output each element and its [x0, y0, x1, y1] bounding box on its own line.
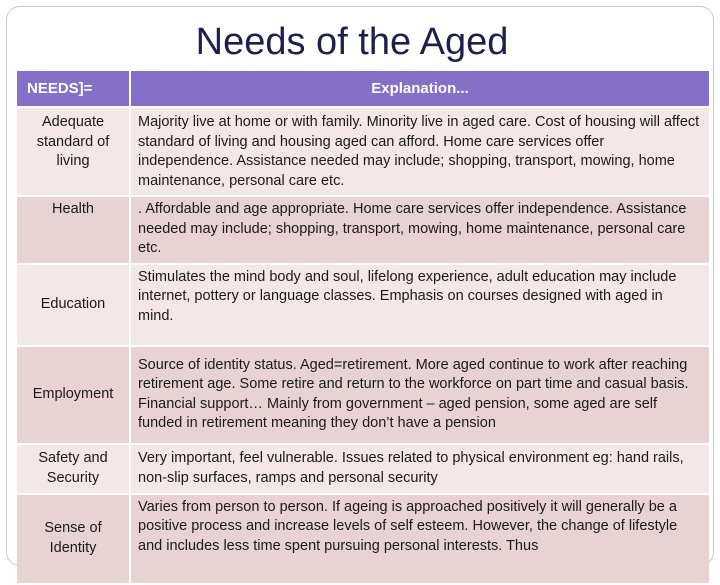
explanation-cell: Very important, feel vulnerable. Issues related to physical environment eg: hand rails, non-slip surfaces, ramps and personal security — [131, 445, 709, 495]
table-header-row — [17, 71, 709, 108]
table-row — [17, 495, 709, 585]
header-needs: NEEDS]= — [17, 71, 131, 108]
table-row — [17, 265, 709, 347]
need-cell: Education — [17, 265, 131, 347]
table-row — [17, 108, 709, 197]
need-cell: Employment — [17, 347, 131, 445]
explanation-cell: Source of identity status. Aged=retirement. More aged continue to work after reaching retirement age. Some retire and return to the workforce on part time and casual basis. Financial support… Mainly from government – aged pension, some aged are self funded in retirement meaning they don’t have a pension — [131, 347, 709, 445]
explanation-cell: Stimulates the mind body and soul, lifelong experience, adult education may include internet, pottery or language classes. Emphasis on courses designed with aged in mind. — [131, 265, 709, 347]
header-explanation: Explanation... — [131, 71, 709, 108]
table-row — [17, 347, 709, 445]
needs-table — [17, 71, 709, 585]
need-cell: Sense of Identity — [17, 495, 131, 585]
explanation-cell: Majority live at home or with family. Minority live in aged care. Cost of housing will affect standard of living and housing aged can afford. Home care services offer independence. Assistance needed may include; shopping, transport, mowing, home maintenance, personal care etc. — [131, 108, 709, 197]
need-cell: Health — [17, 197, 131, 265]
table-row — [17, 197, 709, 265]
need-cell: Safety and Security — [17, 445, 131, 495]
explanation-cell: . Affordable and age appropriate. Home care services offer independence. Assistance needed may include; shopping, transport, mowing, home maintenance, personal care etc. — [131, 197, 709, 265]
table-row — [17, 445, 709, 495]
slide-title: Needs of the Aged — [195, 21, 509, 63]
explanation-cell: Varies from person to person. If ageing is approached positively it will generally be a positive process and increase levels of self esteem. However, the change of lifestyle and includes less time spent pursuing personal interests. Thus — [131, 495, 709, 585]
need-cell: Adequate standard of living — [17, 108, 131, 197]
